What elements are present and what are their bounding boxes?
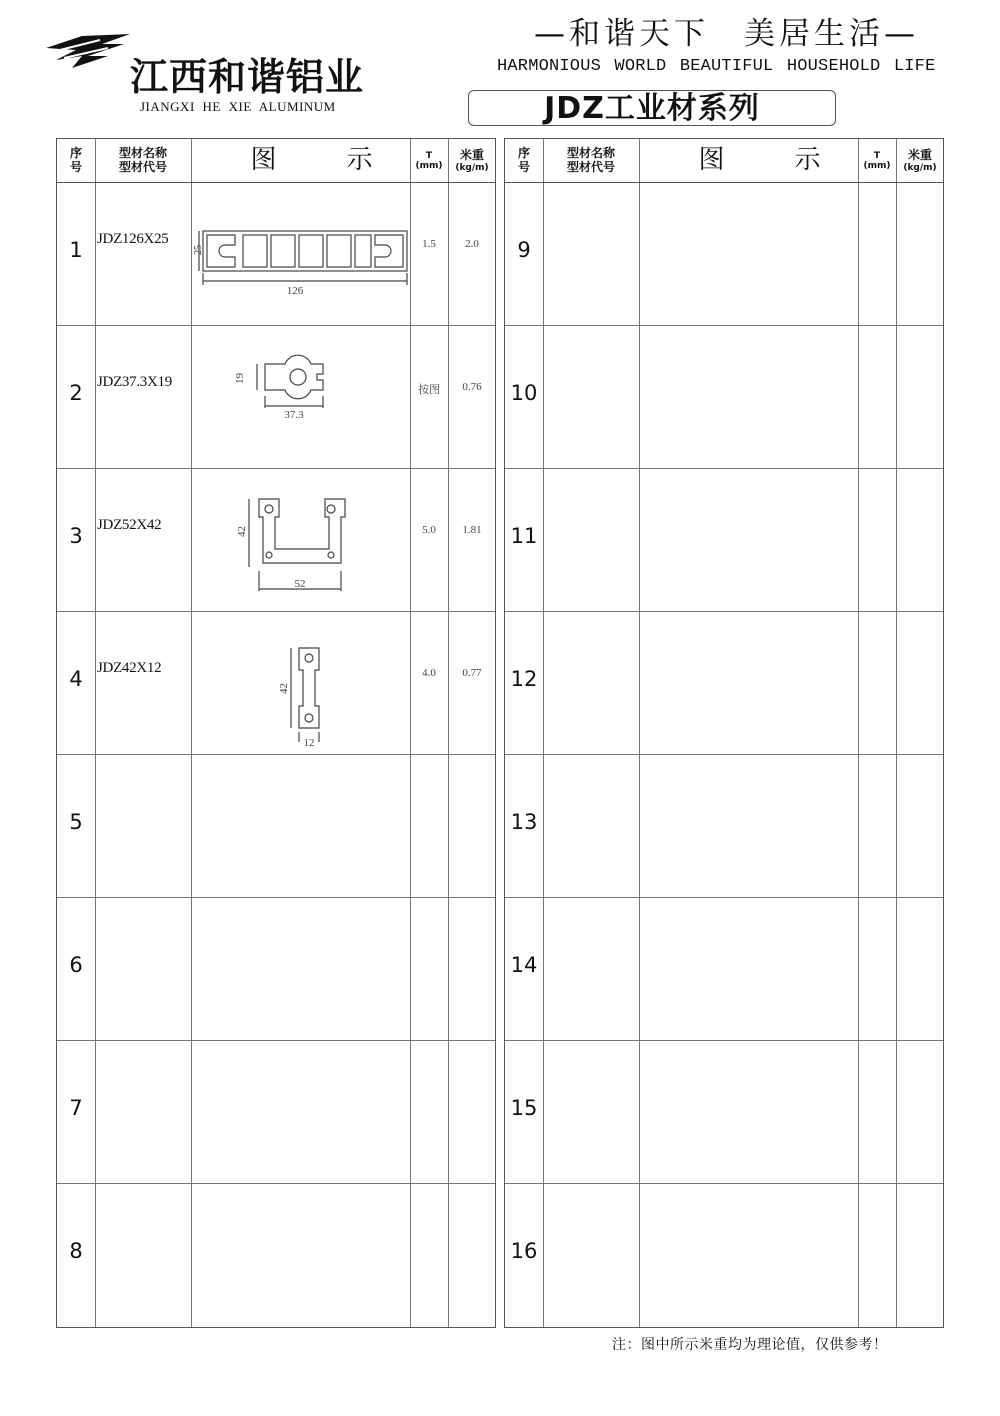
table-row bbox=[57, 469, 495, 612]
profile-thickness: 4.0 bbox=[422, 667, 436, 679]
dim-height: 25 bbox=[193, 245, 204, 255]
table-header-right bbox=[505, 139, 943, 183]
table-left bbox=[56, 138, 496, 1328]
dim-width: 52 bbox=[294, 578, 306, 590]
profile-weight: 0.77 bbox=[462, 667, 482, 679]
dim-height: 42 bbox=[278, 683, 290, 694]
profile-weight: 1.81 bbox=[462, 524, 482, 536]
row-number: 4 bbox=[69, 667, 83, 691]
row-number: 2 bbox=[69, 381, 83, 405]
header-weight: 米重 (kg/m) bbox=[455, 147, 489, 173]
row-number: 9 bbox=[517, 238, 531, 262]
profile-table bbox=[56, 138, 944, 1328]
row-number: 6 bbox=[69, 953, 83, 977]
table-row bbox=[505, 612, 943, 755]
row-number: 10 bbox=[510, 381, 538, 405]
profile-thickness: 按图 bbox=[418, 384, 440, 396]
row-number: 8 bbox=[69, 1239, 83, 1263]
brand-name-en: JIANGXI HE XIE ALUMINUM bbox=[140, 99, 336, 114]
header-figure: 图 示 bbox=[698, 145, 843, 176]
row-number: 7 bbox=[69, 1096, 83, 1120]
table-row bbox=[57, 755, 495, 898]
table-row bbox=[505, 755, 943, 898]
profile-drawing-jdz37x19 bbox=[191, 326, 410, 468]
row-number: 12 bbox=[510, 667, 538, 691]
header-seq: 序 号 bbox=[517, 146, 530, 174]
profile-weight: 0.76 bbox=[462, 381, 482, 393]
slogan-en: HARMONIOUS WORLD BEAUTIFUL HOUSEHOLD LIFE bbox=[497, 57, 936, 76]
header-name: 型材名称 型材代号 bbox=[118, 146, 167, 174]
company-logo bbox=[42, 26, 382, 114]
slogan-cn: —和谐天下 美居生活— bbox=[534, 16, 919, 52]
brand-wing-icon bbox=[42, 26, 134, 76]
row-number: 13 bbox=[510, 810, 538, 834]
dim-height: 19 bbox=[234, 373, 246, 384]
profile-thickness: 5.0 bbox=[422, 524, 436, 536]
table-header-left bbox=[57, 139, 495, 183]
table-row bbox=[57, 612, 495, 755]
row-number: 3 bbox=[69, 524, 83, 548]
profile-name: JDZ126X25 bbox=[97, 231, 169, 247]
table-row bbox=[57, 898, 495, 1041]
table-row bbox=[57, 1041, 495, 1184]
header-weight: 米重 (kg/m) bbox=[903, 147, 937, 173]
profile-name: JDZ37.3X19 bbox=[97, 374, 172, 390]
profile-drawing-jdz42x12 bbox=[191, 612, 410, 754]
profile-drawing-jdz52x42 bbox=[191, 469, 410, 611]
table-row bbox=[57, 326, 495, 469]
profile-weight: 2.0 bbox=[465, 238, 479, 250]
profile-figure bbox=[191, 326, 410, 468]
table-row bbox=[505, 469, 943, 612]
row-number: 1 bbox=[69, 238, 83, 262]
dim-width: 12 bbox=[303, 737, 315, 749]
table-row bbox=[505, 1041, 943, 1184]
profile-figure bbox=[191, 183, 410, 325]
footer-note: 注：图中所示米重均为理论值，仅供参考！ bbox=[612, 1338, 888, 1353]
row-number: 5 bbox=[69, 810, 83, 834]
header-name: 型材名称 型材代号 bbox=[566, 146, 615, 174]
profile-figure bbox=[191, 612, 410, 754]
dim-width: 37.3 bbox=[284, 409, 304, 421]
table-row bbox=[505, 898, 943, 1041]
series-title: JDZ工业材系列 bbox=[468, 90, 836, 126]
table-row bbox=[505, 326, 943, 469]
profile-thickness: 1.5 bbox=[422, 238, 436, 250]
dim-width: 126 bbox=[286, 285, 304, 297]
brand-name-cn: 江西和谐铝业 bbox=[130, 55, 365, 99]
table-row bbox=[505, 183, 943, 326]
profile-name: JDZ42X12 bbox=[97, 660, 162, 676]
dim-height: 42 bbox=[236, 526, 248, 537]
header-thickness: T (mm) bbox=[863, 150, 891, 171]
row-number: 15 bbox=[510, 1096, 538, 1120]
row-number: 16 bbox=[510, 1239, 538, 1263]
table-right bbox=[504, 138, 944, 1328]
header-figure: 图 示 bbox=[250, 145, 395, 176]
profile-figure bbox=[191, 469, 410, 611]
header-seq: 序 号 bbox=[69, 146, 82, 174]
row-number: 11 bbox=[510, 524, 538, 548]
profile-drawing-jdz126x25 bbox=[191, 183, 410, 325]
table-row bbox=[505, 1184, 943, 1327]
header-thickness: T (mm) bbox=[415, 150, 443, 171]
table-row bbox=[57, 183, 495, 326]
row-number: 14 bbox=[510, 953, 538, 977]
profile-name: JDZ52X42 bbox=[97, 517, 162, 533]
table-row bbox=[57, 1184, 495, 1327]
